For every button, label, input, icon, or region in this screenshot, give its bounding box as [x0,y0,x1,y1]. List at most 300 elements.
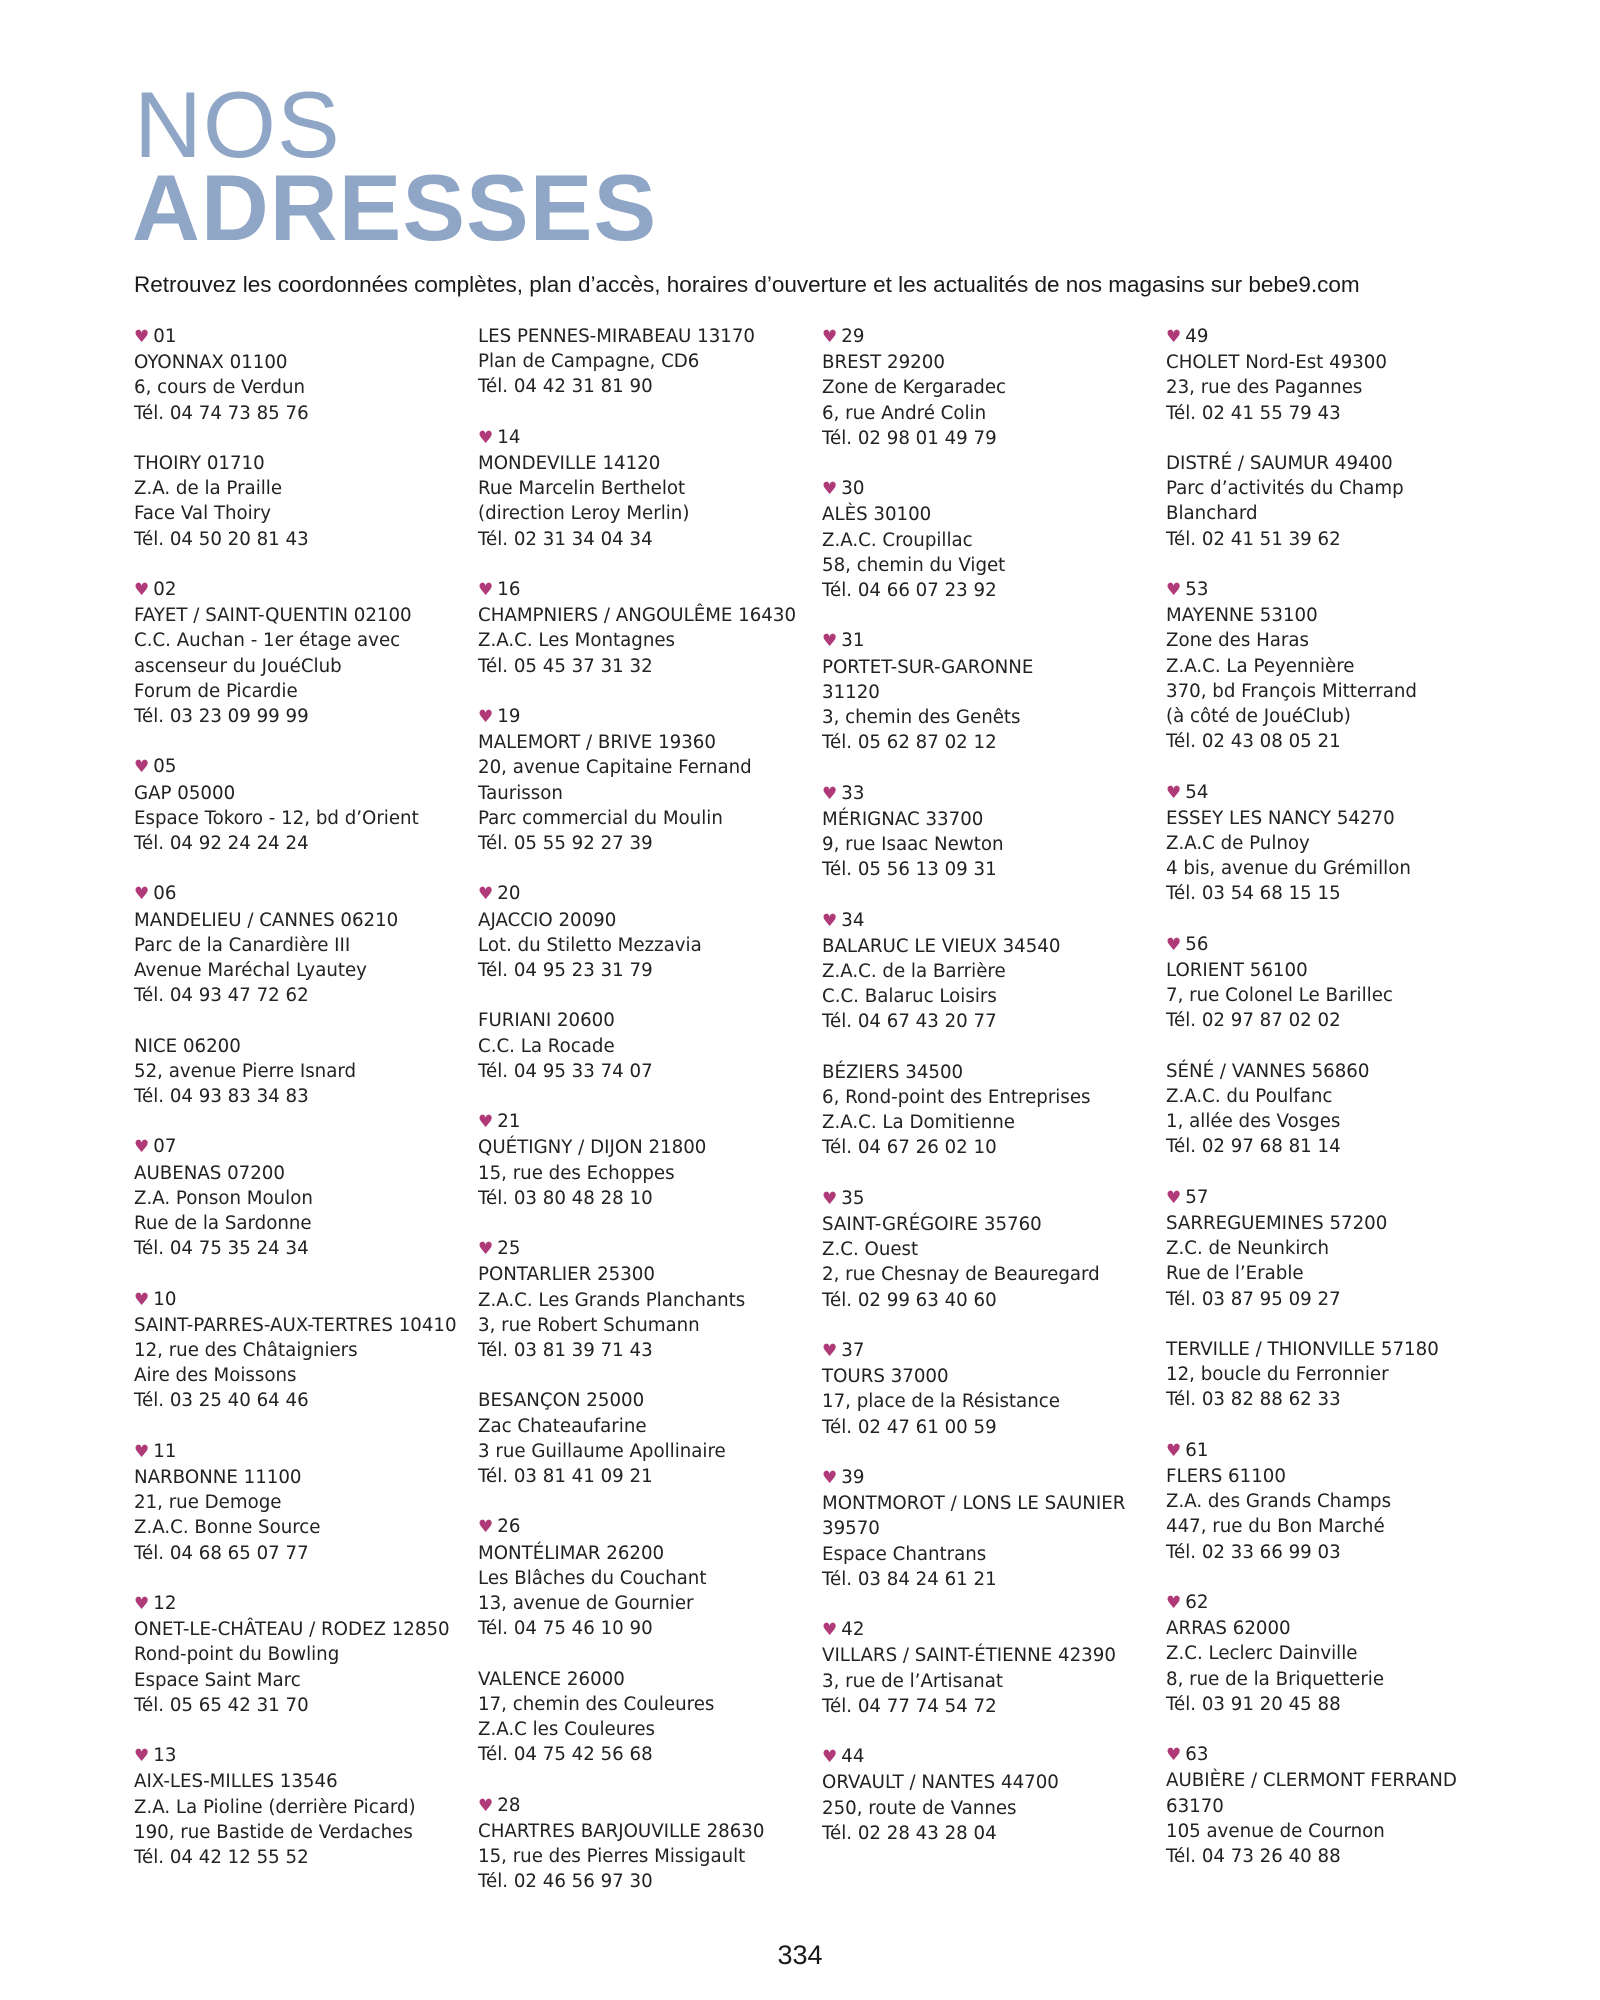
address-entry [1166,451,1501,552]
address-line: Tél. 05 55 92 27 39 [478,833,653,855]
heart-icon: ♥ [134,884,150,905]
address-line: Tél. 02 97 87 02 02 [1166,1010,1341,1032]
address-line: 370, bd François Mitterrand [1166,680,1417,702]
department-number: 54 [1185,781,1209,803]
address-entry [1166,1059,1501,1160]
heart-icon: ♥ [478,1239,494,1260]
heart-icon: ♥ [1166,1187,1182,1208]
store-name: NARBONNE 11100 [134,1467,302,1489]
department-number: 28 [497,1794,521,1816]
store-name: BALARUC LE VIEUX 34540 [822,935,1061,957]
address-line: Rond-point du Bowling [134,1644,340,1666]
department-label [478,704,813,730]
department-label [134,1439,469,1465]
heart-icon: ♥ [478,1795,494,1816]
department-label [478,577,813,603]
address-entry [478,1008,813,1084]
address-entry [1166,780,1501,907]
address-line: 63170 [1166,1795,1224,1817]
address-line: Tél. 04 93 83 34 83 [134,1086,309,1108]
department-label [1166,1590,1501,1616]
department-label [134,1591,469,1617]
address-entry [822,1744,1157,1846]
store-name: THOIRY 01710 [134,453,265,474]
address-line: Tél. 03 81 39 71 43 [478,1340,653,1362]
address-line: Tél. 02 28 43 28 04 [822,1822,997,1844]
address-line: 3, chemin des Genêts [822,707,1021,729]
department-label [1166,577,1501,603]
store-name: BÉZIERS 34500 [822,1061,964,1083]
address-line: Z.A.C. de la Barrière [822,961,1006,983]
address-line: Z.A.C de Pulnoy [1166,833,1310,855]
address-line: Tél. 04 66 07 23 92 [822,580,997,602]
address-entry [822,1060,1157,1161]
address-line: Tél. 02 43 08 05 21 [1166,731,1341,753]
address-line: Tél. 02 41 55 79 43 [1166,402,1341,424]
address-entry [1166,1337,1501,1413]
address-line: Tél. 04 75 42 56 68 [478,1744,653,1766]
address-line: 105 avenue de Cournon [1166,1820,1385,1842]
store-name: BREST 29200 [822,352,945,374]
department-number: 62 [1185,1592,1209,1614]
heart-icon: ♥ [134,1441,150,1462]
address-line: 6, cours de Verdun [134,377,306,399]
department-number: 33 [841,782,865,804]
address-line: Tél. 03 54 68 15 15 [1166,883,1341,905]
address-line: 17, chemin des Couleures [478,1693,715,1715]
store-name: OYONNAX 01100 [134,352,288,374]
address-line: C.C. Balaruc Loisirs [822,986,997,1008]
address-line: Parc commercial du Moulin [478,807,723,829]
department-number: 12 [153,1593,177,1615]
address-line: Tél. 02 98 01 49 79 [822,427,997,449]
department-label [478,425,813,451]
address-line: Tél. 03 23 09 99 99 [134,706,309,728]
department-number: 21 [497,1111,521,1133]
heart-icon: ♥ [1166,1593,1182,1614]
address-line: Z.A.C. La Domitienne [822,1112,1015,1134]
address-line: Tél. 03 84 24 61 21 [822,1568,997,1590]
heart-icon: ♥ [478,707,494,727]
address-line: Z.A.C les Couleures [478,1719,655,1741]
store-name: SAINT-PARRES-AUX-TERTRES 10410 [134,1314,457,1336]
heart-icon: ♥ [134,1746,150,1767]
store-name: MONTMOROT / LONS LE SAUNIER [822,1493,1126,1515]
address-line: 8, rue de la Briquetterie [1166,1668,1385,1690]
department-label [134,324,469,350]
store-name: CHAMPNIERS / ANGOULÊME 16430 [478,605,797,627]
store-name: SÉNÉ / VANNES 56860 [1166,1060,1370,1082]
store-name: LES PENNES-MIRABEAU 13170 [478,326,755,347]
address-entry [822,781,1157,883]
heart-icon: ♥ [822,1620,838,1641]
address-line: Espace Tokoro - 12, bd d’Orient [134,807,419,829]
address-entry [1166,1185,1501,1312]
address-line: 15, rue des Pierres Missigault [478,1846,746,1868]
department-number: 37 [841,1340,865,1362]
address-line: Aire des Moissons [134,1365,297,1387]
store-name: MÉRIGNAC 33700 [822,808,984,830]
store-name: FLERS 61100 [1166,1466,1286,1488]
heart-icon: ♥ [1166,782,1182,803]
heart-icon: ♥ [822,910,838,931]
address-line: Tél. 04 73 26 40 88 [1166,1846,1341,1868]
department-label [822,781,1157,807]
address-line: Zone de Kergaradec [822,377,1007,399]
address-entry [134,1591,469,1718]
address-line: Tél. 05 62 87 02 12 [822,732,997,754]
address-line: Tél. 02 46 56 97 30 [478,1871,653,1893]
department-number: 19 [497,706,521,727]
address-entry [822,1338,1157,1440]
address-entry [822,1186,1157,1313]
address-line: 6, rue André Colin [822,402,987,424]
store-name: MAYENNE 53100 [1166,605,1318,627]
department-label [1166,780,1501,806]
address-line: Tél. 03 25 40 64 46 [134,1390,309,1412]
store-name: AJACCIO 20090 [478,909,617,931]
department-label [822,628,1157,654]
store-name: MONTÉLIMAR 26200 [478,1542,665,1564]
address-column-2 [478,324,813,1920]
address-line: Tél. 02 47 61 00 59 [822,1416,997,1438]
department-label [822,476,1157,502]
department-number: 07 [153,1136,177,1158]
store-name: TOURS 37000 [822,1366,949,1388]
heart-icon: ♥ [822,631,838,652]
address-line: Tél. 04 92 24 24 24 [134,833,309,855]
store-name: PONTARLIER 25300 [478,1264,655,1286]
department-label [134,881,469,907]
address-line: Forum de Picardie [134,680,298,702]
department-label [822,1744,1157,1770]
title-line-2: ADRESSES [132,155,658,260]
heart-icon: ♥ [478,1112,494,1133]
store-name: ARRAS 62000 [1166,1618,1291,1640]
heart-icon: ♥ [1166,1745,1182,1766]
address-line: 17, place de la Résistance [822,1391,1060,1413]
department-number: 05 [153,756,177,778]
department-number: 49 [1185,326,1209,347]
address-line: Tél. 03 87 95 09 27 [1166,1288,1341,1310]
address-line: (direction Leroy Merlin) [478,503,690,525]
department-label [822,324,1157,350]
department-number: 13 [153,1745,177,1767]
address-line: 1, allée des Vosges [1166,1111,1341,1133]
address-line: Tél. 04 74 73 85 76 [134,402,309,424]
store-name: ESSEY LES NANCY 54270 [1166,807,1395,829]
address-line: Espace Saint Marc [134,1669,301,1691]
store-name: VALENCE 26000 [478,1668,625,1690]
address-entry [1166,1742,1501,1869]
address-entry [134,324,469,426]
department-label [822,908,1157,934]
address-line: Tél. 05 56 13 09 31 [822,859,997,881]
department-label [478,1793,813,1819]
department-label [1166,1185,1501,1211]
address-line: Tél. 02 97 68 81 14 [1166,1136,1341,1158]
address-line: Tél. 02 41 51 39 62 [1166,528,1341,550]
department-label [822,1186,1157,1212]
department-label [134,1287,469,1313]
department-number: 11 [153,1440,177,1462]
address-line: Tél. 04 75 46 10 90 [478,1618,653,1640]
department-number: 53 [1185,579,1209,600]
address-line: 2, rue Chesnay de Beauregard [822,1264,1100,1286]
store-name: SAINT-GRÉGOIRE 35760 [822,1214,1042,1236]
department-number: 31 [841,630,865,652]
store-name: FAYET / SAINT-QUENTIN 02100 [134,605,412,627]
address-entry [478,1388,813,1489]
address-line: Z.C. Ouest [822,1239,919,1261]
department-label [1166,1438,1501,1464]
address-entry [134,1439,469,1566]
address-line: Tél. 04 95 23 31 79 [478,960,653,982]
heart-icon: ♥ [822,1188,838,1209]
address-line: Z.A.C. Les Grands Planchants [478,1289,746,1311]
department-label [822,1338,1157,1364]
address-line: 13, avenue de Gournier [478,1593,694,1615]
address-line: Tél. 04 68 65 07 77 [134,1542,309,1564]
store-name: AUBIÈRE / CLERMONT FERRAND [1166,1770,1457,1792]
address-line: 3, rue de l’Artisanat [822,1670,1003,1692]
department-number: 57 [1185,1186,1209,1208]
department-number: 56 [1185,933,1209,955]
department-number: 61 [1185,1439,1209,1461]
department-number: 35 [841,1187,865,1209]
address-line: 23, rue des Pagannes [1166,377,1363,399]
department-number: 16 [497,579,521,600]
address-line: Avenue Maréchal Lyautey [134,960,367,982]
heart-icon: ♥ [822,1341,838,1362]
heart-icon: ♥ [478,580,494,600]
heart-icon: ♥ [478,1517,494,1538]
address-line: Z.A. La Pioline (derrière Picard) [134,1796,416,1818]
store-name: DISTRÉ / SAUMUR 49400 [1166,453,1393,474]
department-number: 42 [841,1619,865,1641]
address-line: 6, Rond-point des Entreprises [822,1087,1091,1109]
page-number: 334 [777,1940,823,1970]
department-number: 02 [153,579,177,600]
address-line: 3, rue Robert Schumann [478,1314,700,1336]
address-entry [1166,932,1501,1034]
address-column-1 [134,324,469,1895]
store-name: ALÈS 30100 [822,504,932,526]
address-entry [478,1514,813,1641]
address-entry [134,754,469,856]
department-number: 39 [841,1467,865,1489]
address-line: Z.A.C. du Poulfanc [1166,1086,1333,1108]
address-entry [822,628,1157,755]
address-line: 20, avenue Capitaine Fernand [478,757,752,779]
heart-icon: ♥ [134,757,150,778]
address-line: 58, chemin du Viget [822,554,1006,576]
store-name: CHOLET Nord-Est 49300 [1166,352,1387,374]
address-line: C.C. La Rocade [478,1035,615,1057]
address-line: Z.A.C. Les Montagnes [478,630,676,652]
department-number: 29 [841,326,865,347]
address-line: 3 rue Guillaume Apollinaire [478,1440,726,1462]
department-number: 44 [841,1746,865,1768]
address-entry [478,1793,813,1895]
address-line: Tél. 03 81 41 09 21 [478,1466,653,1488]
store-name: ONET-LE-CHÂTEAU / RODEZ 12850 [134,1619,450,1641]
address-line: Z.C. Leclerc Dainville [1166,1643,1358,1665]
store-name: GAP 05000 [134,782,236,804]
address-line: Tél. 04 42 31 81 90 [478,376,653,398]
address-entry [478,577,813,679]
store-name: ORVAULT / NANTES 44700 [822,1772,1059,1794]
address-line: Tél. 04 93 47 72 62 [134,985,309,1007]
address-line: Z.A. des Grands Champs [1166,1491,1392,1513]
address-line: Tél. 05 45 37 31 32 [478,655,653,677]
department-number: 25 [497,1238,521,1260]
address-line: Z.C. de Neunkirch [1166,1238,1330,1260]
address-entry [478,425,813,552]
address-line: Tél. 04 42 12 55 52 [134,1847,309,1869]
address-line: 7, rue Colonel Le Barillec [1166,985,1393,1007]
address-line: Plan de Campagne, CD6 [478,351,700,373]
address-line: 31120 [822,681,880,703]
address-entry [478,1236,813,1363]
address-entry [478,1667,813,1768]
address-line: Espace Chantrans [822,1543,987,1565]
department-number: 34 [841,909,865,931]
store-name: MONDEVILLE 14120 [478,453,661,474]
address-entry [478,1109,813,1211]
address-line: Tél. 04 67 43 20 77 [822,1011,997,1033]
address-line: 15, rue des Echoppes [478,1162,675,1184]
address-entry [822,1465,1157,1592]
address-line: Rue de l’Erable [1166,1263,1304,1285]
address-line: Face Val Thoiry [134,503,271,525]
address-line: Tél. 02 33 66 99 03 [1166,1541,1341,1563]
department-number: 14 [497,426,521,448]
address-line: 447, rue du Bon Marché [1166,1516,1385,1538]
address-line: 52, avenue Pierre Isnard [134,1060,357,1082]
address-entry [478,324,813,400]
address-line: Z.A. Ponson Moulon [134,1187,313,1209]
heart-icon: ♥ [134,1594,150,1615]
heart-icon: ♥ [822,1747,838,1768]
address-entry [134,1034,469,1110]
store-name: SARREGUEMINES 57200 [1166,1213,1388,1235]
address-column-4 [1166,324,1501,1894]
address-line: 9, rue Isaac Newton [822,834,1004,856]
address-line: Zac Chateaufarine [478,1415,647,1437]
address-line: 12, boucle du Ferronnier [1166,1364,1389,1386]
address-entry [1166,1438,1501,1565]
address-entry [134,1134,469,1261]
heart-icon: ♥ [1166,934,1182,955]
store-name: BESANÇON 25000 [478,1390,645,1412]
department-label [1166,932,1501,958]
address-line: Rue de la Sardonne [134,1213,312,1235]
heart-icon: ♥ [822,1468,838,1489]
address-line: Lot. du Stiletto Mezzavia [478,934,702,956]
address-line: Tél. 03 91 20 45 88 [1166,1693,1341,1715]
department-label [134,1134,469,1160]
address-line: Taurisson [478,782,563,804]
address-line: Tél. 04 77 74 54 72 [822,1695,997,1717]
address-entry [478,881,813,983]
address-line: Tél. 03 82 88 62 33 [1166,1389,1341,1411]
address-entry [822,476,1157,603]
address-line: Parc de la Canardière III [134,934,351,956]
address-line: Tél. 02 31 34 04 34 [478,528,653,550]
address-line: Tél. 04 67 26 02 10 [822,1137,997,1159]
address-line: 190, rue Bastide de Verdaches [134,1821,413,1843]
address-line: Tél. 02 99 63 40 60 [822,1289,997,1311]
address-line: Blanchard [1166,503,1258,525]
store-name: LORIENT 56100 [1166,960,1308,982]
address-entry [134,1743,469,1870]
heart-icon: ♥ [478,427,494,448]
department-label [478,881,813,907]
address-line: C.C. Auchan - 1er étage avec [134,630,401,652]
heart-icon: ♥ [1166,327,1182,347]
department-number: 63 [1185,1744,1209,1766]
store-name: AUBENAS 07200 [134,1162,285,1184]
title-line-1: NOS [134,72,341,177]
heart-icon: ♥ [1166,1440,1182,1461]
address-line: Z.A.C. Bonne Source [134,1517,321,1539]
department-label [478,1514,813,1540]
address-line: Tél. 04 50 20 81 43 [134,528,309,550]
address-entry [1166,324,1501,426]
address-line: Tél. 04 75 35 24 34 [134,1238,309,1260]
store-name: CHARTRES BARJOUVILLE 28630 [478,1820,765,1842]
address-column-3 [822,324,1157,1871]
heart-icon: ♥ [478,884,494,905]
heart-icon: ♥ [134,327,150,347]
department-label [822,1465,1157,1491]
address-entry [134,1287,469,1414]
department-label [1166,1742,1501,1768]
heart-icon: ♥ [822,479,838,500]
address-line: 12, rue des Châtaigniers [134,1340,358,1362]
address-entry [478,704,813,856]
address-line: Tél. 04 95 33 74 07 [478,1060,653,1082]
department-label [478,1236,813,1262]
heart-icon: ♥ [134,1289,150,1310]
store-name: PORTET-SUR-GARONNE [822,656,1034,678]
address-line: Tél. 03 80 48 28 10 [478,1187,653,1209]
department-number: 10 [153,1288,177,1310]
department-label [1166,324,1501,350]
address-line: Rue Marcelin Berthelot [478,478,686,500]
address-line: 250, route de Vannes [822,1797,1017,1819]
heart-icon: ♥ [134,1137,150,1158]
address-entry [134,881,469,1008]
address-line: Parc d’activités du Champ [1166,478,1404,500]
store-name: QUÉTIGNY / DIJON 21800 [478,1137,707,1159]
address-entry [134,577,469,729]
store-name: MALEMORT / BRIVE 19360 [478,732,716,754]
store-name: FURIANI 20600 [478,1010,615,1032]
heart-icon: ♥ [134,580,150,600]
address-line: Zone des Haras [1166,630,1309,652]
address-line: 4 bis, avenue du Grémillon [1166,858,1411,880]
address-entry [1166,577,1501,754]
address-line: Z.A. de la Praille [134,478,283,500]
intro-text: Retrouvez les coordonnées complètes, plan d’accès, horaires d’ouverture et les actualités de nos magasins sur bebe9.com [134,272,1360,297]
address-entry [822,1617,1157,1719]
address-entry [134,451,469,552]
department-number: 30 [841,478,865,500]
department-label [134,577,469,603]
heart-icon: ♥ [822,783,838,804]
